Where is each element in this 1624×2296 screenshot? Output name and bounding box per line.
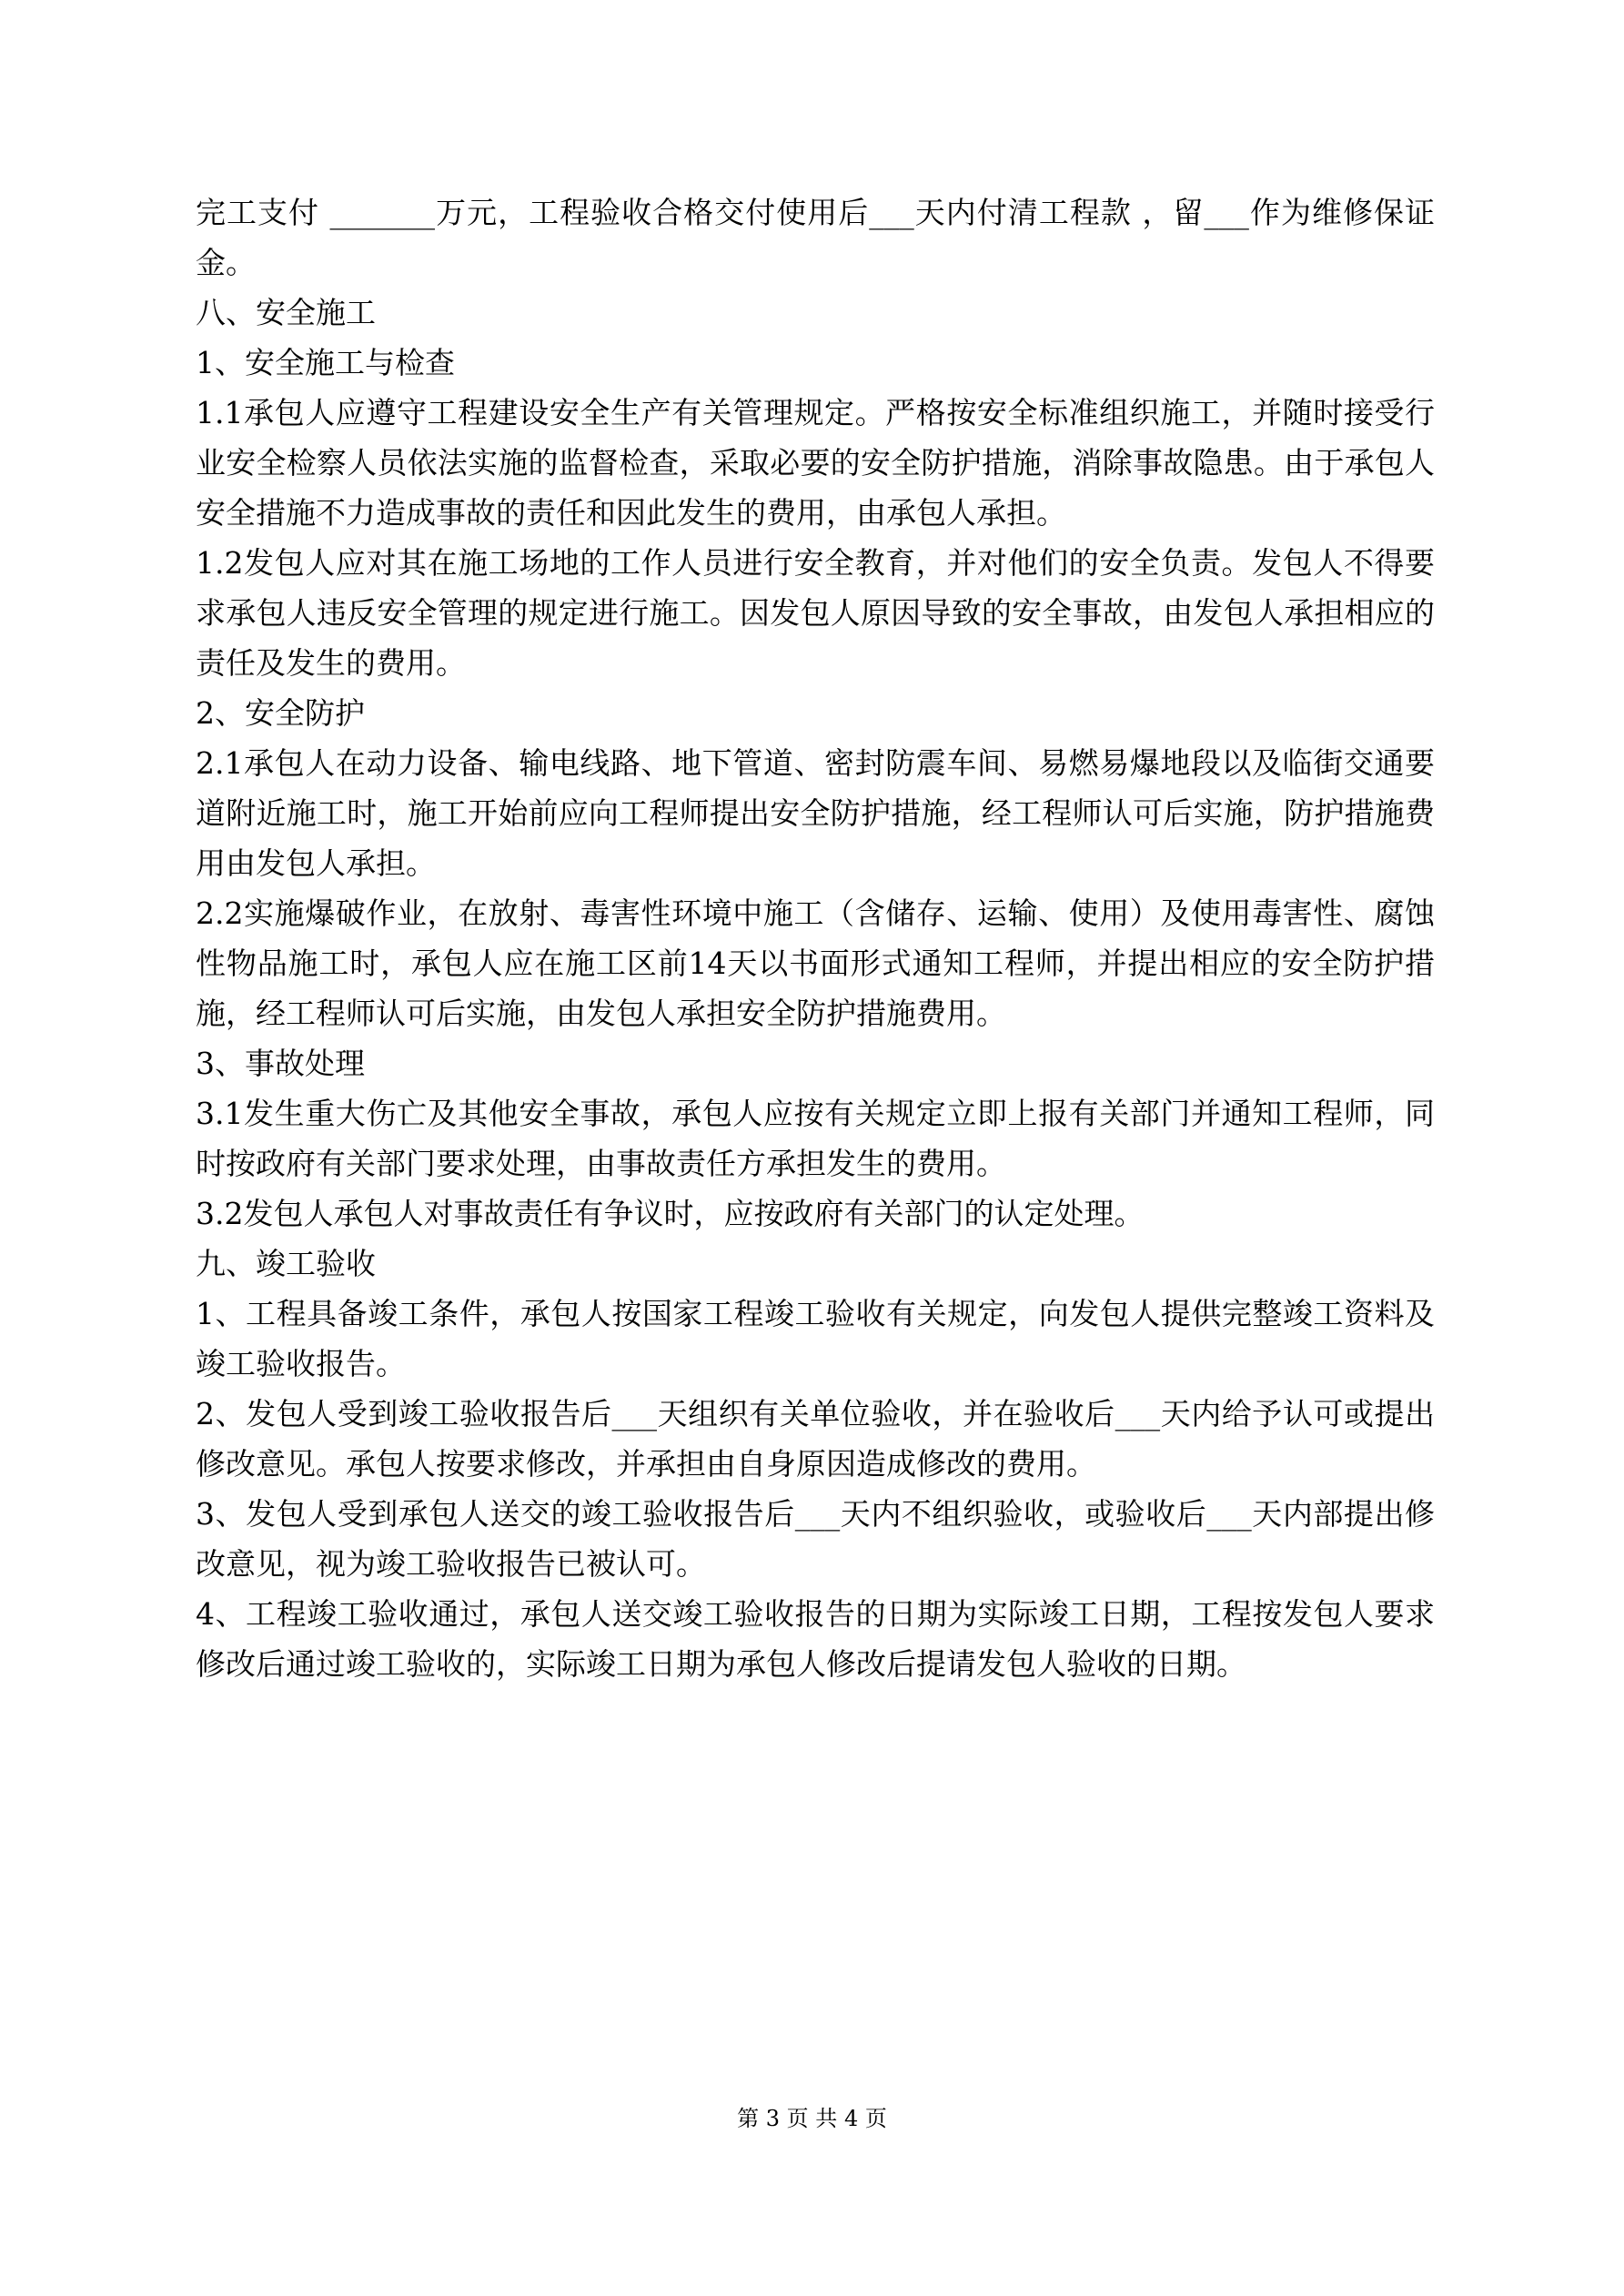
clause-1-2: 1.2发包人应对其在施工场地的工作人员进行安全教育，并对他们的安全负责。发包人不得要求承包人违反安全管理的规定进行施工。因发包人原因导致的安全事故，由发包人承担相应的责任及发生的费用。 bbox=[196, 545, 1435, 681]
clause-3-1: 3.1发生重大伤亡及其他安全事故，承包人应按有关规定立即上报有关部门并通知工程师，同时按政府有关部门要求处理，由事故责任方承担发生的费用。 bbox=[196, 1096, 1435, 1181]
subsection-heading-safety-inspection: 1、安全施工与检查 bbox=[196, 345, 455, 380]
page-number-footer: 第 3 页 共 4 页 bbox=[737, 2106, 887, 2131]
clause-2-1: 2.1承包人在动力设备、输电线路、地下管道、密封防震车间、易燃易爆地段以及临街交通要道附近施工时，施工开始前应向工程师提出安全防护措施，经工程师认可后实施，防护措施费用由发包人承担。 bbox=[196, 745, 1435, 881]
paragraph-payment-terms: 完工支付 _______万元，工程验收合格交付使用后___天内付清工程款 ，留___作为维修保证金。 bbox=[196, 195, 1435, 280]
clause-2-2: 2.2实施爆破作业，在放射、毒害性环境中施工（含储存、运输、使用）及使用毒害性、腐蚀性物品施工时，承包人应在施工区前14天以书面形式通知工程师，并提出相应的安全防护措施，经工程师认可后实施，由发包人承担安全防护措施费用。 bbox=[196, 895, 1435, 1031]
acceptance-item-3: 3、发包人受到承包人送交的竣工验收报告后___天内不组织验收，或验收后___天内部提出修改意见，视为竣工验收报告已被认可。 bbox=[196, 1496, 1435, 1582]
subsection-heading-safety-protection: 2、安全防护 bbox=[196, 695, 365, 731]
section-heading-completion-acceptance: 九、竣工验收 bbox=[196, 1246, 376, 1281]
subsection-heading-accident-handling: 3、事故处理 bbox=[196, 1046, 365, 1081]
document-body bbox=[196, 187, 1435, 1689]
clause-1-1: 1.1承包人应遵守工程建设安全生产有关管理规定。严格按安全标准组织施工，并随时接受行业安全检察人员依法实施的监督检查，采取必要的安全防护措施，消除事故隐患。由于承包人安全措施不力造成事故的责任和因此发生的费用，由承包人承担。 bbox=[196, 395, 1435, 531]
clause-3-2: 3.2发包人承包人对事故责任有争议时，应按政府有关部门的认定处理。 bbox=[196, 1196, 1145, 1231]
section-heading-safety: 八、安全施工 bbox=[196, 295, 376, 330]
acceptance-item-2: 2、发包人受到竣工验收报告后___天组织有关单位验收，并在验收后___天内给予认可或提出修改意见。承包人按要求修改，并承担由自身原因造成修改的费用。 bbox=[196, 1396, 1435, 1482]
acceptance-item-4: 4、工程竣工验收通过，承包人送交竣工验收报告的日期为实际竣工日期，工程按发包人要求修改后通过竣工验收的，实际竣工日期为承包人修改后提请发包人验收的日期。 bbox=[196, 1596, 1435, 1682]
acceptance-item-1: 1、工程具备竣工条件，承包人按国家工程竣工验收有关规定，向发包人提供完整竣工资料及竣工验收报告。 bbox=[196, 1296, 1435, 1381]
